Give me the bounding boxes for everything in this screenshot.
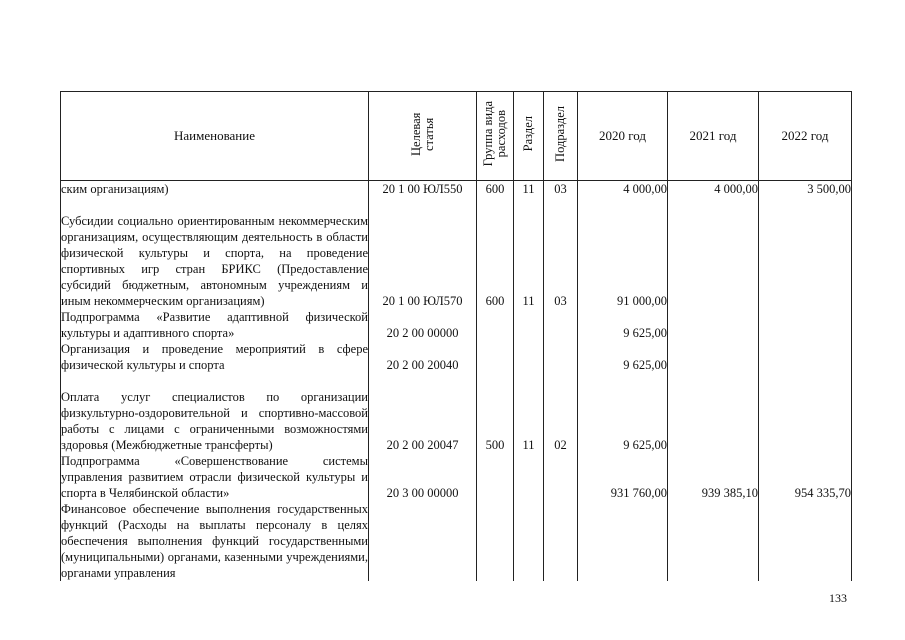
header-2021: 2021 год [668, 92, 759, 181]
row-subsection: 02 [544, 373, 578, 453]
row-group: 600 [477, 197, 514, 309]
row-2020 [578, 501, 668, 581]
row-name: Субсидии социально ориентированным некоммерческим организациям, осуществляющим деятельность в области физической культуры и спорта, на проведение спортивных игр стран БРИКС (Предоставление субсидий бюджетным, автономным учреждениям и иным некоммерческим организациям) [61, 197, 369, 309]
row-2021 [668, 197, 759, 309]
table-row [61, 197, 852, 309]
table-row [61, 373, 852, 453]
table-header-row [61, 92, 852, 181]
table-row [61, 341, 852, 373]
row-name: Финансовое обеспечение выполнения государственных функций (Расходы на выплаты персоналу в целях обеспечения выполнения функций государственными (муниципальными) органами, казенными учреждениями, органами управления [61, 502, 368, 580]
row-group [477, 309, 514, 341]
row-code: 20 2 00 00000 [369, 309, 477, 341]
row-2020: 91 000,00 [578, 197, 668, 309]
row-group [477, 341, 514, 373]
header-subsection [544, 92, 578, 181]
budget-table [60, 91, 852, 581]
row-section [514, 501, 544, 581]
row-subsection [544, 453, 578, 501]
row-section: 11 [514, 373, 544, 453]
row-2020: 9 625,00 [578, 309, 668, 341]
row-name: Подпрограмма «Развитие адаптивной физической культуры и адаптивного спорта» [61, 310, 368, 340]
row-code: 20 2 00 20040 [369, 341, 477, 373]
row-section [514, 341, 544, 373]
page-number: 133 [829, 591, 847, 605]
row-code: 20 1 00 ЮЛ550 [369, 181, 477, 198]
row-2021 [668, 309, 759, 341]
row-2021 [668, 341, 759, 373]
row-2021: 939 385,10 [668, 453, 759, 501]
row-group [477, 453, 514, 501]
row-code: 20 3 00 00000 [369, 453, 477, 501]
row-name: Подпрограмма «Совершенствование системы управления развитием отрасли физической культуры и спорта в Челябинской области» [61, 454, 368, 500]
row-2022: 3 500,00 [759, 181, 852, 198]
header-section [514, 92, 544, 181]
row-name: Организация и проведение мероприятий в сфере физической культуры и спорта [61, 342, 368, 372]
row-group [477, 501, 514, 581]
table-row [61, 309, 852, 341]
header-2022: 2022 год [759, 92, 852, 181]
row-2020: 4 000,00 [578, 181, 668, 198]
row-section [514, 453, 544, 501]
row-2021: 4 000,00 [668, 181, 759, 198]
row-2022: 954 335,70 [759, 453, 852, 501]
row-section [514, 309, 544, 341]
row-2020: 9 625,00 [578, 341, 668, 373]
header-code-label: Целевая статья [408, 112, 436, 156]
row-code [369, 501, 477, 581]
table-row [61, 453, 852, 501]
row-name: ским организациям) [61, 181, 369, 198]
header-name: Наименование [61, 92, 369, 181]
row-2022 [759, 373, 852, 453]
row-2021 [668, 501, 759, 581]
row-code: 20 1 00 ЮЛ570 [369, 197, 477, 309]
header-group-line1: Группа вида [481, 101, 495, 167]
row-subsection [544, 501, 578, 581]
header-group-label [482, 101, 508, 166]
row-subsection: 03 [544, 197, 578, 309]
header-code [369, 92, 477, 181]
header-subsection-label: Подраздел [553, 106, 567, 162]
row-code: 20 2 00 20047 [369, 373, 477, 453]
row-subsection [544, 309, 578, 341]
row-2020: 9 625,00 [578, 373, 668, 453]
row-group: 600 [477, 181, 514, 198]
row-section: 11 [514, 181, 544, 198]
row-group: 500 [477, 373, 514, 453]
row-2022 [759, 501, 852, 581]
row-2022 [759, 197, 852, 309]
row-name: Оплата услуг специалистов по организации физкультурно-оздоровительной и спортивно-массовой работы с лицами с ограниченными возможностями здоровья (Межбюджетные трансферты) [61, 373, 369, 453]
table-row [61, 181, 852, 198]
header-2020: 2020 год [578, 92, 668, 181]
header-group [477, 92, 514, 181]
row-2022 [759, 309, 852, 341]
header-group-line2: расходов [494, 110, 508, 158]
row-2022 [759, 341, 852, 373]
row-2021 [668, 373, 759, 453]
row-section: 11 [514, 197, 544, 309]
row-subsection [544, 341, 578, 373]
row-subsection: 03 [544, 181, 578, 198]
header-section-label: Раздел [521, 116, 535, 152]
row-2020: 931 760,00 [578, 453, 668, 501]
table-row [61, 501, 852, 581]
